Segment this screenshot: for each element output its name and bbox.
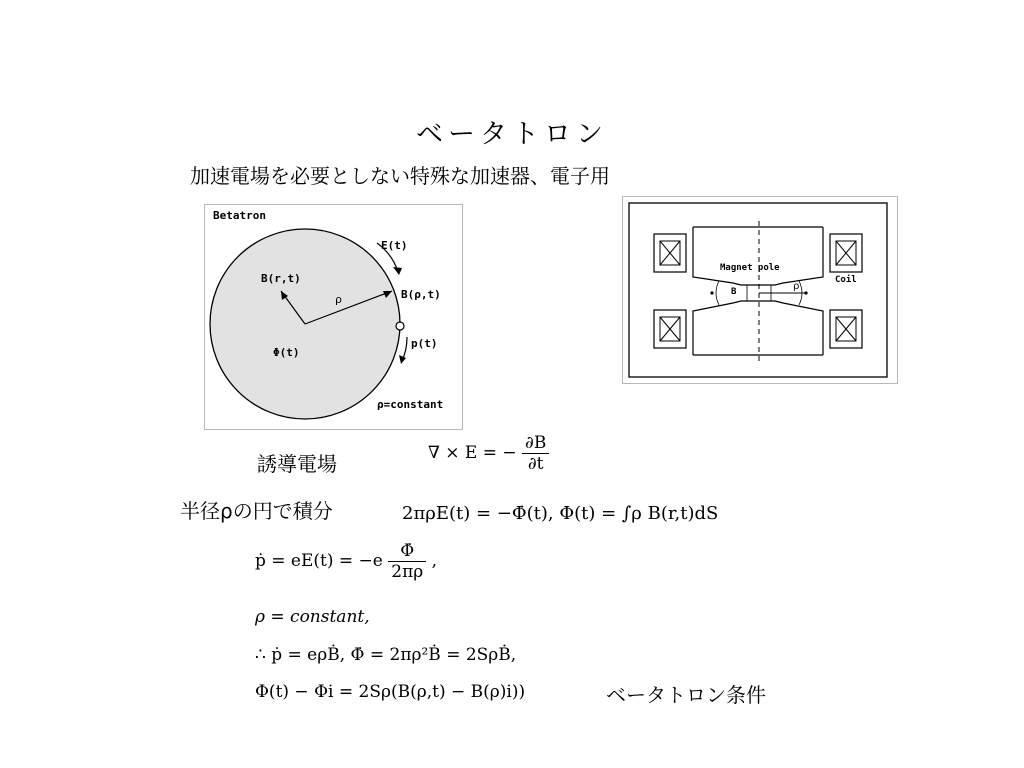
label-flux: Φ(t) <box>273 346 300 359</box>
momentum-equation <box>255 541 437 582</box>
particle-marker <box>396 322 404 330</box>
yoke-outline <box>629 203 887 377</box>
curl-denominator: ∂t <box>527 454 544 474</box>
figure-heading: Betatron <box>213 209 266 222</box>
magnet-figure <box>622 196 898 384</box>
lower-pole <box>693 301 823 355</box>
momentum-equation-left: ṗ = eE(t) = −e <box>255 551 383 571</box>
label-b-field: B <box>731 287 737 297</box>
label-rho: ρ <box>335 293 342 306</box>
slide-subtitle: 加速電場を必要としない特殊な加速器、電子用 <box>190 164 610 188</box>
betatron-diagram <box>205 205 462 429</box>
momentum-fraction <box>388 541 426 582</box>
curl-numerator: ∂B <box>522 433 549 454</box>
label-coil: Coil <box>835 275 857 285</box>
induced-field-label: 誘導電場 <box>257 452 337 476</box>
label-magnet-pole: Magnet pole <box>720 263 780 273</box>
integral-equation: 2πρE(t) = −Φ̇(t), Φ(t) = ∫ρ B(r,t)dS <box>402 503 719 524</box>
therefore-equation: ∴ ṗ = eρḂ, Φ̇ = 2πρ²Ḃ = 2SρḂ, <box>255 645 517 665</box>
final-equation: Φ(t) − Φi = 2Sρ(B(ρ,t) − B(ρ)i)) <box>255 682 526 702</box>
momentum-equation-tail: , <box>431 551 438 571</box>
curl-fraction <box>522 433 549 474</box>
curl-equation <box>428 433 549 474</box>
label-rho-right: ρ <box>793 281 800 292</box>
label-momentum: p(t) <box>411 337 438 350</box>
curl-equation-left: ∇ × E = − <box>428 443 517 463</box>
betatron-condition-label: ベータトロン条件 <box>606 683 766 707</box>
momentum-numerator: Φ̇ <box>388 541 426 562</box>
radius-integral-label: 半径ρの円で積分 <box>180 499 333 523</box>
label-e-field: E(t) <box>381 239 408 252</box>
upper-pole <box>693 227 823 285</box>
label-b-rt: B(r,t) <box>261 272 301 285</box>
magnet-diagram <box>623 197 897 383</box>
slide-title: ベータトロン <box>416 119 608 150</box>
rho-constant-equation: ρ = constant, <box>255 607 370 627</box>
betatron-figure <box>204 204 463 430</box>
momentum-denominator: 2πρ <box>391 562 424 582</box>
label-rho-constant: ρ=constant <box>377 398 444 411</box>
label-b-rho: B(ρ,t) <box>401 288 441 301</box>
